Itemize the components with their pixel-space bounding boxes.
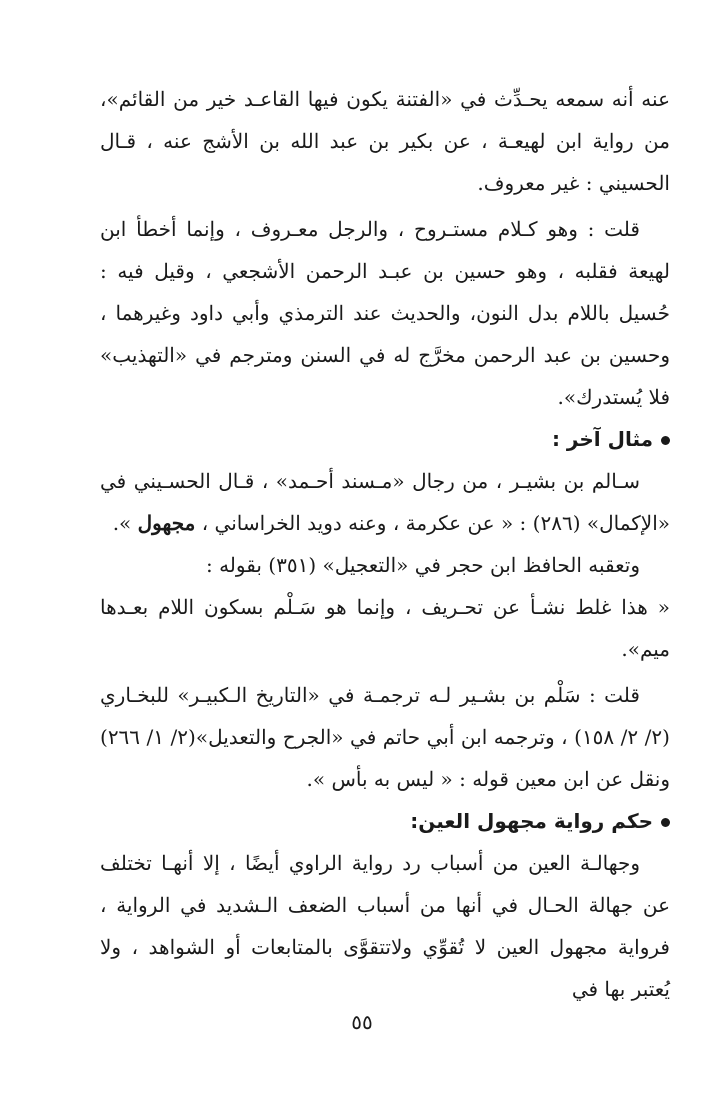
paragraph-3 <box>100 460 670 544</box>
paragraph-3-text: سـالم بن بشيـر ، من رجال «مـسند أحـمد» ، قـال الحسـيني في «الإكمال» (٢٨٦) : « عن عكرمة ، وعنه دويد الخراساني ، <box>100 469 670 535</box>
section-heading-another-example <box>100 418 670 460</box>
paragraph-1: عنه أنه سمعه يحـدِّث في «الفتنة يكون فيها القاعـد خير من القائم»، من رواية ابن لهيعـة ، عن بكير بن عبد الله بن الأشج عنه ، قـال الحسيني : غير معروف. <box>100 87 670 195</box>
section-heading-ruling <box>100 800 670 842</box>
bullet-icon <box>661 436 670 445</box>
paragraph-6: قلت : سَلْم بن بشـير لـه ترجمـة في «التاريخ الـكبيـر» للبخـاري (٢/ ٢/ ١٥٨) ، وترجمه ابن أبي حاتم في «الجرح والتعديل»(٢/ ١/ ٢٦٦) ونقل عن ابن معين قوله : « ليس به بأس ». <box>100 683 670 791</box>
bullet-icon <box>661 818 670 827</box>
paragraph-4: وتعقبه الحافظ ابن حجر في «التعجيل» (٣٥١) بقوله : <box>205 553 640 577</box>
main-text <box>100 78 670 1010</box>
paragraph-5-quote: « هذا غلط نشـأ عن تحـريف ، وإنما هو سَـلْم بسكون اللام بعـدها ميم». <box>100 595 670 661</box>
paragraph-7: وجهالـة العين من أسباب رد رواية الراوي أيضًا ، إلا أنهـا تختلف عن جهالة الحـال في أنها من أسباب الضعف الـشديد في الرواية ، فرواية مجهول العين لا تُقوِّي ولاتتقوَّى بالمتابعات أو الشواهد ، ولا يُعتبر بها في <box>100 851 670 1001</box>
heading-text: مثال آخر : <box>551 427 653 451</box>
paragraph-3-bold: مجهول <box>137 511 196 535</box>
page-number: ٥٥ <box>351 1010 373 1034</box>
heading-text: حكم رواية مجهول العين: <box>410 809 653 833</box>
paragraph-3-end: ». <box>112 511 138 535</box>
paragraph-2: قلت : وهو كـلام مستـروح ، والرجل معـروف ، وإنما أخطأ ابن لهيعة فقلبه ، وهو حسين بن عبـد الرحمن الأشجعي ، وقيل فيه : حُسيل باللام بدل النون، والحديث عند الترمذي وأبي داود وغيرهما ، وحسين بن عبد الرحمن مخرَّج له في السنن ومترجم في «التهذيب» فلا يُستدرك». <box>100 217 670 409</box>
